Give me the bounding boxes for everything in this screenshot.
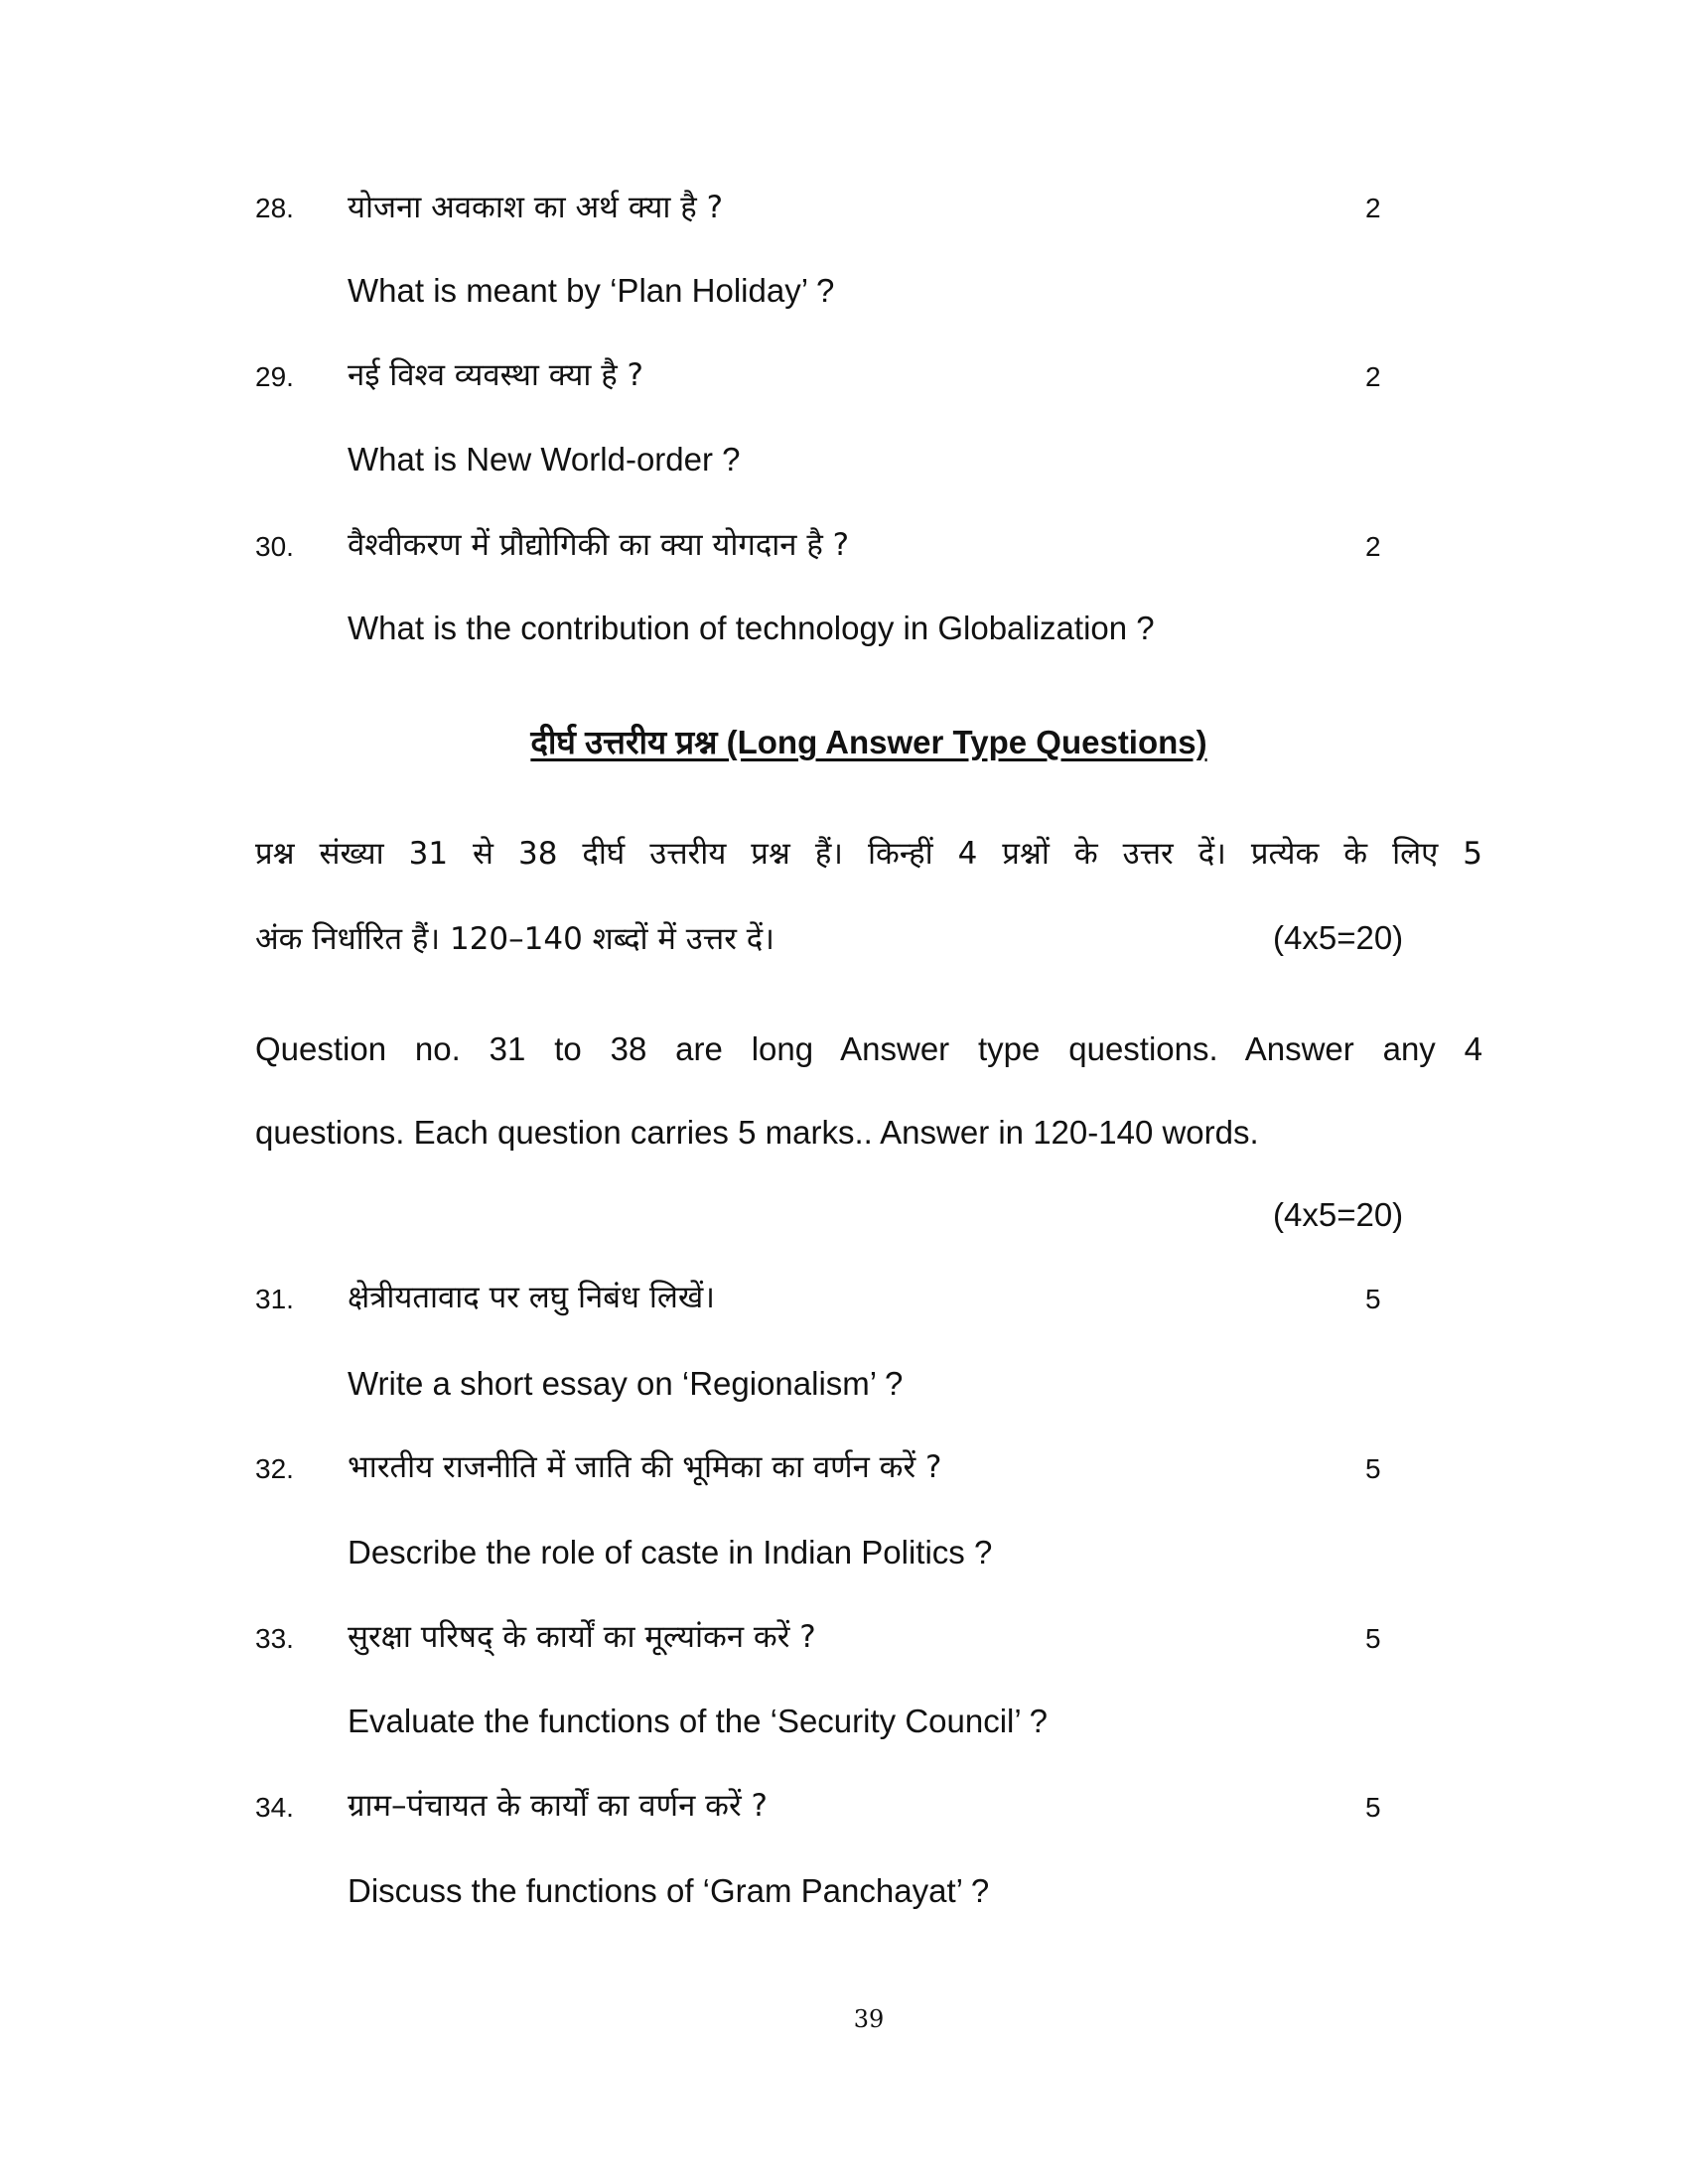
english-instructions-marks: (4x5=20) xyxy=(1273,1196,1404,1233)
hindi-instructions-marks: (4x5=20) xyxy=(1273,919,1404,956)
question-number: 32. xyxy=(255,1453,294,1484)
question-number: 28. xyxy=(255,193,294,223)
question-hindi: योजना अवकाश का अर्थ क्या है ? xyxy=(348,190,724,225)
section-heading: दीर्घ उत्तरीय प्रश्न (Long Answer Type Questions) xyxy=(530,724,1207,760)
question-english: What is New World-order ? xyxy=(348,441,741,478)
question-marks: 5 xyxy=(1365,1453,1381,1484)
question-english: What is the contribution of technology in Globalization ? xyxy=(348,610,1155,646)
hindi-instructions-line2: अंक निर्धारित हैं। 120–140 शब्दों में उत्तर दें। xyxy=(255,921,774,957)
question-marks: 2 xyxy=(1365,531,1381,562)
question-marks: 5 xyxy=(1365,1623,1381,1654)
question-english: Describe the role of caste in Indian Politics ? xyxy=(348,1534,993,1570)
question-english: Discuss the functions of ‘Gram Panchayat’ ? xyxy=(348,1872,990,1909)
english-instructions-line1: Question no. 31 to 38 are long Answer type questions. Answer any 4 xyxy=(255,1030,1482,1067)
question-number: 30. xyxy=(255,531,294,562)
question-hindi: भारतीय राजनीति में जाति की भूमिका का वर्णन करें ? xyxy=(348,1449,942,1485)
question-english: What is meant by ‘Plan Holiday’ ? xyxy=(348,272,835,309)
question-number: 33. xyxy=(255,1623,294,1654)
question-hindi: ग्राम–पंचायत के कार्यों का वर्णन करें ? xyxy=(348,1788,768,1824)
english-instructions-line2: questions. Each question carries 5 marks.. Answer in 120-140 words. xyxy=(255,1114,1259,1151)
question-number: 29. xyxy=(255,361,294,392)
page-number: 39 xyxy=(853,2005,885,2033)
question-marks: 5 xyxy=(1365,1284,1381,1314)
question-marks: 2 xyxy=(1365,193,1381,223)
question-marks: 5 xyxy=(1365,1792,1381,1823)
hindi-instructions-line1: प्रश्न संख्या 31 से 38 दीर्घ उत्तरीय प्रश्न हैं। किन्हीं 4 प्रश्नों के उत्तर दें। प्रत्येक के लिए 5 xyxy=(255,836,1482,872)
question-number: 34. xyxy=(255,1792,294,1823)
question-number: 31. xyxy=(255,1284,294,1314)
question-hindi: नई विश्व व्यवस्था क्या है ? xyxy=(348,357,643,393)
question-hindi: सुरक्षा परिषद् के कार्यों का मूल्यांकन करें ? xyxy=(348,1619,816,1655)
question-hindi: क्षेत्रीयतावाद पर लघु निबंध लिखें। xyxy=(348,1280,715,1315)
question-hindi: वैश्वीकरण में प्रौद्योगिकी का क्या योगदान है ? xyxy=(348,527,850,563)
question-marks: 2 xyxy=(1365,361,1381,392)
question-english: Evaluate the functions of the ‘Security Council’ ? xyxy=(348,1703,1049,1739)
question-english: Write a short essay on ‘Regionalism’ ? xyxy=(348,1365,904,1402)
